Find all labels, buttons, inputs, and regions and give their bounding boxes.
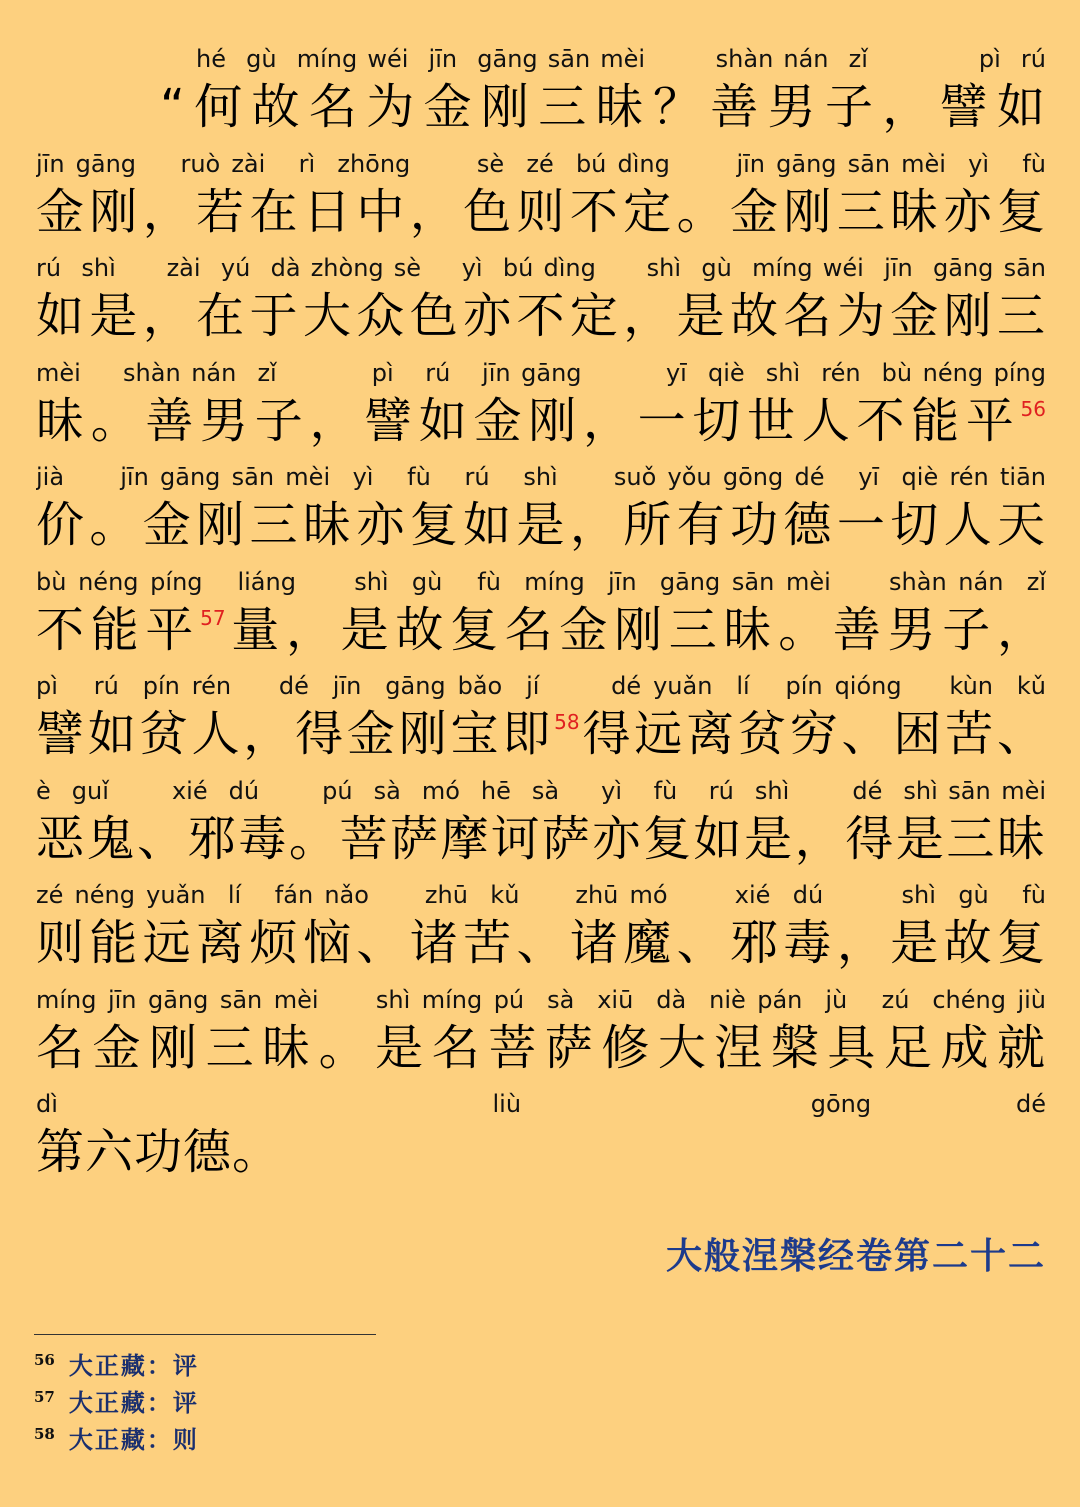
hanzi-line (36, 599, 1046, 661)
pinyin-line: jià jīn gāng sān mèi yì fù rú shì suǒ yǒu gōng dé yī qiè rén tiān (36, 463, 1046, 491)
footnote-marker[interactable]: 58 (554, 710, 580, 734)
footnote-number: 58 (34, 1425, 55, 1443)
footnote-58 (34, 1422, 199, 1458)
hanzi-segment: 名金刚三昧。是名菩萨修大涅槃具足成就 (36, 1019, 1046, 1076)
hanzi-line (36, 1017, 1046, 1079)
hanzi-line (36, 390, 1046, 452)
footnote-text: 大正藏：则 (68, 1425, 199, 1454)
hanzi-segment: 金刚，若在日中，色则不定。金刚三昧亦复 (36, 183, 1046, 240)
hanzi-segment: 昧。善男子，譬如金刚，一切世人不能平 (36, 392, 1021, 449)
hanzi-segment: 则能远离烦恼、诸苦、诸魔、邪毒，是故复 (36, 915, 1046, 971)
pinyin-line: rú shì zài yú dà zhòng sè yì bú dìng shì gù míng wéi jīn gāng sān (36, 254, 1046, 282)
pinyin-line: pì rú pín rén dé jīn gāng bǎo jí dé yuǎn lí pín qióng kùn kǔ (36, 672, 1046, 700)
footnote-divider (34, 1334, 376, 1335)
pinyin-line: hé gù míng wéi jīn gāng sān mèi shàn nán zǐ pì rú (196, 45, 1046, 73)
footnote-number: 57 (34, 1388, 55, 1406)
hanzi-line (36, 912, 1046, 974)
hanzi-segment: 得远离贫穷、困苦、 (579, 706, 1046, 762)
pinyin-line: dì liù gōng dé (36, 1090, 1046, 1118)
hanzi-line (36, 703, 1046, 765)
footnote-56 (34, 1348, 199, 1384)
hanzi-segment: 不能平 (36, 601, 201, 658)
hanzi-line (160, 76, 1046, 138)
hanzi-segment: 譬如贫人，得金刚宝即 (36, 706, 555, 762)
source-title: 大般涅槃经卷第二十二 (665, 1235, 1046, 1277)
footnote-57 (34, 1385, 199, 1421)
hanzi-line (36, 1121, 1046, 1183)
hanzi-segment: 恶鬼、邪毒。菩萨摩诃萨亦复如是，得是三昧 (36, 810, 1046, 867)
hanzi-segment: “何故名为金刚三昧？善男子，譬如 (160, 79, 1046, 135)
pinyin-line: míng jīn gāng sān mèi shì míng pú sà xiū dà niè pán jù zú chéng jiù (36, 985, 1046, 1014)
hanzi-segment: 价。金刚三昧亦复如是，所有功德一切人天 (36, 497, 1046, 553)
hanzi-line (36, 285, 1046, 347)
hanzi-line (36, 808, 1046, 870)
pinyin-line: zé néng yuǎn lí fán nǎo zhū kǔ zhū mó xié dú shì gù fù (36, 881, 1046, 909)
footnote-number: 56 (34, 1351, 55, 1369)
pinyin-line: bù néng píng liáng shì gù fù míng jīn gāng sān mèi shàn nán zǐ (36, 567, 1046, 596)
hanzi-line (36, 181, 1046, 243)
footnote-marker[interactable]: 57 (200, 605, 226, 630)
footnote-text: 大正藏：评 (68, 1388, 199, 1417)
pinyin-line: mèi shàn nán zǐ pì rú jīn gāng yī qiè shì rén bù néng píng (36, 358, 1046, 387)
pinyin-line: jīn gāng ruò zài rì zhōng sè zé bú dìng jīn gāng sān mèi yì fù (36, 149, 1046, 178)
hanzi-line (36, 494, 1046, 556)
pinyin-line: è guǐ xié dú pú sà mó hē sà yì fù rú shì dé shì sān mèi (36, 776, 1046, 805)
footnote-marker[interactable]: 56 (1020, 396, 1046, 421)
hanzi-segment: 第六功德。 (36, 1124, 282, 1180)
hanzi-segment: 如是，在于大众色亦不定，是故名为金刚三 (36, 288, 1046, 344)
hanzi-segment: 量，是故复名金刚三昧。善男子， (225, 601, 1046, 658)
footnote-text: 大正藏：评 (68, 1351, 199, 1380)
